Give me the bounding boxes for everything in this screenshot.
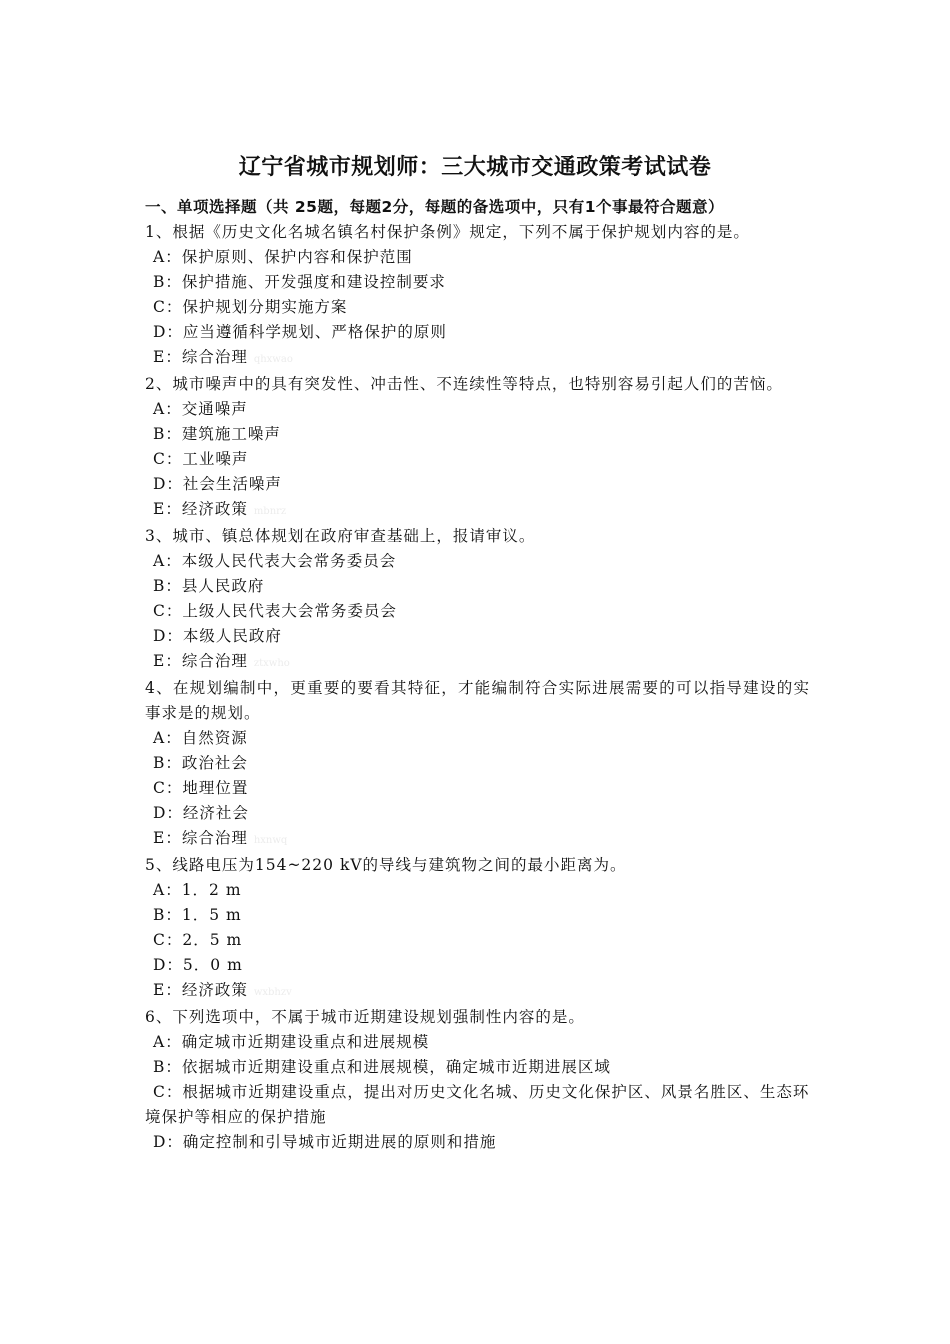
option-c: C：根据城市近期建设重点，提出对历史文化名城、历史文化保护区、风景名胜区、生态环境保护等相应的保护措施 bbox=[145, 1083, 810, 1126]
option-c: C：工业噪声 bbox=[153, 450, 249, 468]
document-body bbox=[145, 195, 810, 1155]
option-e bbox=[145, 826, 810, 853]
option-e bbox=[145, 978, 810, 1005]
document-title: 辽宁省城市规划师：三大城市交通政策考试试卷 bbox=[238, 155, 712, 180]
option-d: D：5．0 m bbox=[153, 956, 243, 974]
option-b: B：保护措施、开发强度和建设控制要求 bbox=[153, 273, 446, 291]
option-a: A：本级人民代表大会常务委员会 bbox=[153, 552, 397, 570]
question-5 bbox=[145, 853, 810, 1005]
option-e bbox=[145, 497, 810, 524]
option-b: B：县人民政府 bbox=[153, 577, 265, 595]
question-stem: 3、城市、镇总体规划在政府审查基础上，报请审议。 bbox=[145, 527, 536, 545]
section-heading: 一、单项选择题（共 25题，每题2分，每题的备选项中，只有1个事最符合题意） bbox=[145, 198, 725, 216]
option-b: B：依据城市近期建设重点和进展规模，确定城市近期进展区域 bbox=[153, 1058, 611, 1076]
option-e-text: E：综合治理 bbox=[153, 652, 248, 670]
option-b: B：1．5 m bbox=[153, 906, 242, 924]
option-a: A：自然资源 bbox=[153, 729, 248, 747]
question-stem: 4、在规划编制中，更重要的要看其特征，才能编制符合实际进展需要的可以指导建设的实事求是的规划。 bbox=[145, 679, 810, 722]
option-a: A：1．2 m bbox=[153, 881, 242, 899]
option-a: A：保护原则、保护内容和保护范围 bbox=[153, 248, 413, 266]
option-e-text: E：经济政策 bbox=[153, 981, 248, 999]
faint-watermark-text: wxbhzv bbox=[253, 987, 292, 998]
question-4 bbox=[145, 676, 810, 853]
faint-watermark-text: qhxwao bbox=[253, 354, 293, 365]
faint-watermark-text: ztxwho bbox=[253, 658, 290, 669]
option-d: D：本级人民政府 bbox=[153, 627, 282, 645]
option-e-text: E：综合治理 bbox=[153, 348, 248, 366]
option-c: C：保护规划分期实施方案 bbox=[153, 298, 348, 316]
question-stem: 1、根据《历史文化名城名镇名村保护条例》规定，下列不属于保护规划内容的是。 bbox=[145, 223, 750, 241]
option-e-text: E：经济政策 bbox=[153, 500, 248, 518]
question-6 bbox=[145, 1005, 810, 1155]
option-c: C：2．5 m bbox=[153, 931, 243, 949]
option-a: A：确定城市近期建设重点和进展规模 bbox=[153, 1033, 430, 1051]
question-stem: 6、下列选项中，不属于城市近期建设规划强制性内容的是。 bbox=[145, 1008, 585, 1026]
faint-watermark-text: mbnrz bbox=[253, 506, 287, 517]
option-b: B：政治社会 bbox=[153, 754, 248, 772]
option-e bbox=[145, 345, 810, 372]
option-d: D：确定控制和引导城市近期进展的原则和措施 bbox=[153, 1133, 497, 1151]
option-d: D：经济社会 bbox=[153, 804, 249, 822]
option-b: B：建筑施工噪声 bbox=[153, 425, 281, 443]
option-c: C：上级人民代表大会常务委员会 bbox=[153, 602, 397, 620]
option-e-text: E：综合治理 bbox=[153, 829, 248, 847]
faint-watermark-text: hxnwq bbox=[253, 835, 288, 846]
question-stem: 5、线路电压为154~220 kV的导线与建筑物之间的最小距离为。 bbox=[145, 856, 627, 874]
option-e bbox=[145, 649, 810, 676]
option-c: C：地理位置 bbox=[153, 779, 249, 797]
question-3 bbox=[145, 524, 810, 676]
question-2 bbox=[145, 372, 810, 524]
option-a: A：交通噪声 bbox=[153, 400, 248, 418]
option-d: D：应当遵循科学规划、严格保护的原则 bbox=[153, 323, 447, 341]
question-stem: 2、城市噪声中的具有突发性、冲击性、不连续性等特点，也特别容易引起人们的苦恼。 bbox=[145, 375, 783, 393]
option-d: D：社会生活噪声 bbox=[153, 475, 282, 493]
question-1 bbox=[145, 220, 810, 372]
